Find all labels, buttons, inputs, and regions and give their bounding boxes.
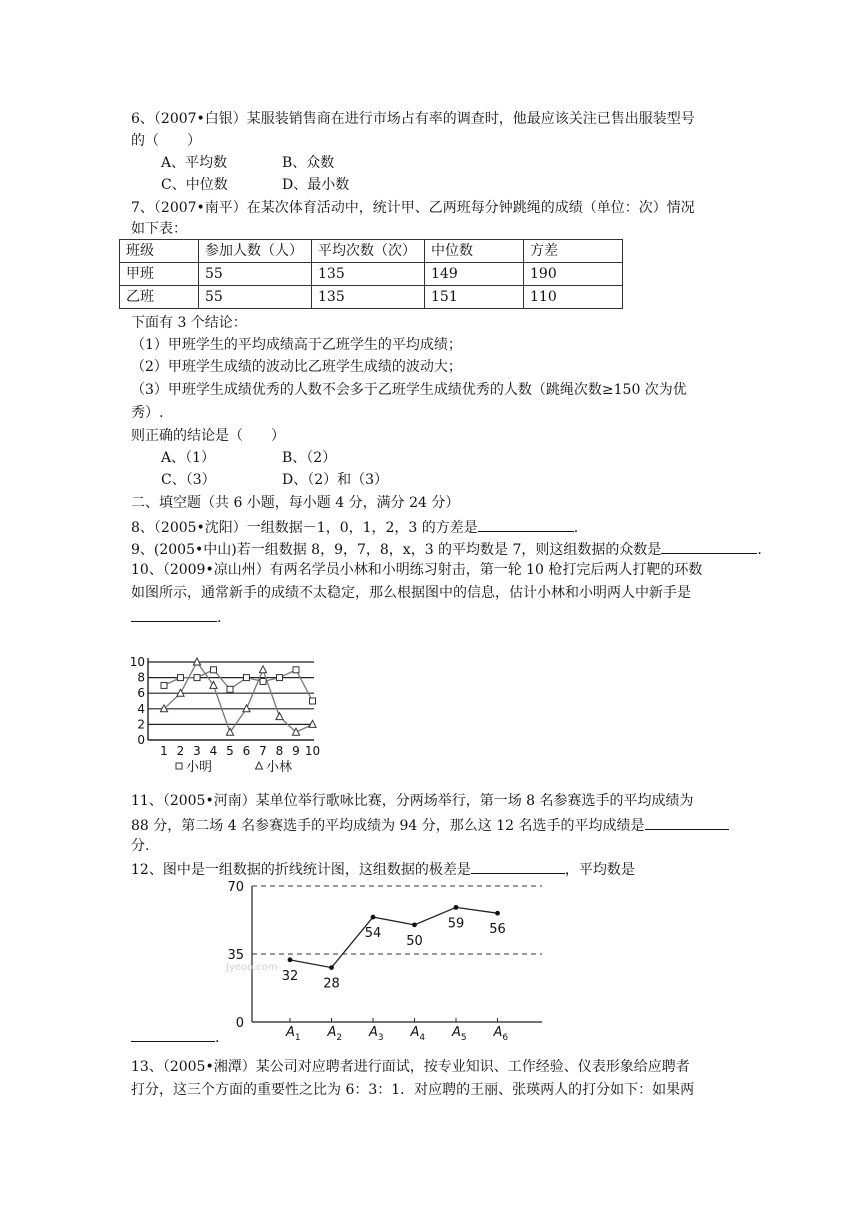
- data-point-triangle: [259, 666, 266, 673]
- data-point-square: [310, 698, 316, 704]
- data-label: 56: [489, 922, 506, 938]
- q11-answer-blank: [645, 815, 729, 830]
- data-label: 32: [281, 968, 299, 984]
- q13-line1: 13、（2005•湘潭）某公司对应聘者进行面试，按专业知识、工作经验、仪表形象给应聘者: [131, 1059, 690, 1075]
- data-point: [412, 922, 417, 927]
- q8-line: [131, 517, 578, 537]
- data-point: [288, 957, 293, 962]
- watermark: Jyeoo.com: [226, 962, 278, 973]
- data-point: [329, 965, 334, 970]
- table-header-cell: 参加人数（人）: [199, 240, 312, 263]
- table-cell: 乙班: [120, 286, 199, 309]
- q11-line1: 11、（2005•河南）某单位举行歌咏比赛，分两场举行，第一场 8 名参赛选手的平均成绩为: [131, 793, 694, 809]
- data-line-chart: [222, 878, 552, 1046]
- x-tick-label: 7: [259, 744, 267, 758]
- q6-option-d: D、最小数: [282, 177, 350, 193]
- x-tick-label: 6: [242, 744, 251, 758]
- q7-option-d: D、（2）和（3）: [282, 472, 389, 488]
- table-cell: 55: [199, 263, 312, 286]
- table-row: [120, 286, 623, 309]
- table-header-row: [120, 240, 623, 263]
- q12-text: 12、图中是一组数据的折线统计图，这组数据的极差是: [131, 862, 471, 878]
- q10-line1: 10、（2009•凉山州）有两名学员小林和小明练习射击，第一轮 10 枪打完后两人打靶的环数: [131, 562, 703, 578]
- data-point-square: [194, 675, 200, 681]
- y-tick-label: 6: [137, 686, 145, 701]
- table-cell: 149: [425, 263, 524, 286]
- data-point-square: [244, 675, 250, 681]
- q9-end: .: [757, 542, 762, 558]
- data-label: 28: [323, 976, 340, 992]
- y-tick-label: 0: [235, 1016, 244, 1031]
- x-tick-label: 2: [176, 744, 185, 758]
- q10-line2: 如图所示，通常新手的成绩不太稳定，那么根据图中的信息，估计小林和小明两人中新手是: [131, 585, 691, 601]
- q6-option-a: A、平均数: [161, 155, 228, 171]
- section-heading: 二、填空题（共 6 小题，每小题 4 分，满分 24 分）: [131, 495, 460, 511]
- shooting-scores-chart: [126, 648, 356, 778]
- table-cell: 135: [312, 286, 425, 309]
- data-label: 59: [447, 916, 465, 932]
- q7-conclusion-1: （1）甲班学生的平均成绩高于乙班学生的平均成绩；: [131, 337, 462, 353]
- data-point-square: [260, 679, 266, 685]
- y-tick-label: 4: [137, 701, 145, 716]
- q11-line3: 分.: [131, 838, 150, 854]
- q7-conclusion-3b: 秀）.: [131, 405, 164, 421]
- y-tick-label: 2: [137, 717, 145, 732]
- data-point-square: [293, 667, 299, 673]
- x-tick-label: 8: [275, 744, 284, 758]
- x-tick-label: $A_3$: [369, 1025, 384, 1043]
- q7-intro: 下面有 3 个结论：: [131, 315, 247, 331]
- q13-line2: 打分，这三个方面的重要性之比为 6：3：1．对应聘的王丽、张瑛两人的打分如下：如果两: [131, 1082, 695, 1098]
- q6-option-b: B、众数: [282, 155, 335, 171]
- q7-ask: 则正确的结论是（ ）: [131, 428, 285, 444]
- q6-line2: 的（ ）: [131, 133, 201, 149]
- q7-results-table: [119, 239, 623, 309]
- q12-range-blank: [471, 859, 565, 874]
- x-tick-label: $A_2$: [327, 1025, 343, 1043]
- table-header-cell: 平均次数（次）: [312, 240, 425, 263]
- data-point: [454, 905, 459, 910]
- data-label: 50: [406, 933, 423, 949]
- x-tick-label: 3: [193, 744, 201, 758]
- q12-mid: ，平均数是: [564, 862, 635, 878]
- q7-conclusion-2: （2）甲班学生成绩的波动比乙班学生成绩的波动大；: [131, 359, 462, 375]
- q9-answer-blank: [661, 539, 757, 554]
- data-point-square: [227, 686, 233, 692]
- series-line: [164, 670, 313, 701]
- table-header-cell: 方差: [524, 240, 623, 263]
- q12-mean-blank: [131, 1027, 215, 1042]
- x-tick-label: 5: [226, 744, 234, 758]
- y-tick-label: 70: [227, 880, 244, 895]
- legend-label-xiaoming: 小明: [186, 760, 213, 775]
- q7-option-b: B、（2）: [282, 450, 337, 466]
- x-tick-label: $A_1$: [286, 1025, 301, 1043]
- q7-option-c: C、（3）: [161, 472, 216, 488]
- table-cell: 甲班: [120, 263, 199, 286]
- table-header-cell: 中位数: [425, 240, 524, 263]
- x-tick-label: 1: [160, 744, 168, 758]
- q9-text: 9、(2005•中山)若一组数据 8，9，7，8，x，3 的平均数是 7，则这组数据的众数是: [131, 542, 662, 558]
- q10-answer-blank: [131, 607, 217, 622]
- q8-text: 8、（2005•沈阳）一组数据－1，0，1，2，3 的方差是: [131, 520, 478, 536]
- q6-option-c: C、中位数: [161, 177, 228, 193]
- y-tick-label: 0: [137, 733, 145, 747]
- q7-line1: 7、（2007•南平）在某次体育活动中，统计甲、乙两班每分钟跳绳的成绩（单位：次）情况: [131, 200, 695, 216]
- data-point-square: [211, 667, 217, 673]
- data-point: [495, 911, 500, 916]
- x-tick-label: 9: [292, 744, 300, 758]
- y-tick-label: 35: [227, 948, 244, 963]
- x-tick-label: $A_5$: [452, 1025, 467, 1043]
- table-cell: 135: [312, 263, 425, 286]
- y-tick-label: 8: [137, 670, 145, 685]
- x-tick-label: 10: [304, 744, 321, 758]
- x-tick-label: $A_4$: [410, 1025, 426, 1043]
- legend-triangle-marker: [256, 762, 263, 769]
- x-tick-label: $A_6$: [493, 1025, 509, 1043]
- q7-conclusion-3a: （3）甲班学生成绩优秀的人数不会多于乙班学生成绩优秀的人数（跳绳次数≥150 次为优: [131, 382, 687, 398]
- table-cell: 55: [199, 286, 312, 309]
- data-point-square: [178, 675, 184, 681]
- series-line: [290, 907, 498, 967]
- q7-line2: 如下表：: [131, 221, 187, 237]
- table-cell: 110: [524, 286, 623, 309]
- q11-line2: [131, 815, 729, 835]
- data-label: 54: [364, 926, 382, 942]
- q6-line1: 6、（2007•白银）某服装销售商在进行市场占有率的调查时，他最应该关注已售出服装型号: [131, 111, 695, 127]
- data-point: [371, 915, 376, 920]
- x-tick-label: 4: [209, 744, 218, 758]
- q10-line3: [131, 607, 221, 627]
- q10-end: .: [217, 610, 222, 626]
- q9-line: [131, 539, 762, 559]
- q8-answer-blank: [478, 517, 574, 532]
- q12-end: .: [215, 1030, 220, 1046]
- legend-label-xiaolin: 小林: [266, 760, 293, 775]
- table-row: [120, 263, 623, 286]
- q11-text: 88 分，第二场 4 名参赛选手的平均成绩为 94 分，那么这 12 名选手的平均成绩是: [131, 818, 645, 834]
- data-point-square: [277, 675, 283, 681]
- table-cell: 190: [524, 263, 623, 286]
- q7-option-a: A、（1）: [161, 450, 216, 466]
- data-point-triangle: [276, 713, 283, 720]
- data-point-square: [161, 682, 167, 688]
- q8-end: .: [573, 520, 579, 536]
- legend-square-marker: [176, 763, 182, 769]
- q12-line: [131, 859, 635, 879]
- q12-line2: [131, 1027, 219, 1047]
- table-cell: 151: [425, 286, 524, 309]
- table-header-cell: 班级: [120, 240, 199, 263]
- y-tick-label: 10: [129, 655, 145, 669]
